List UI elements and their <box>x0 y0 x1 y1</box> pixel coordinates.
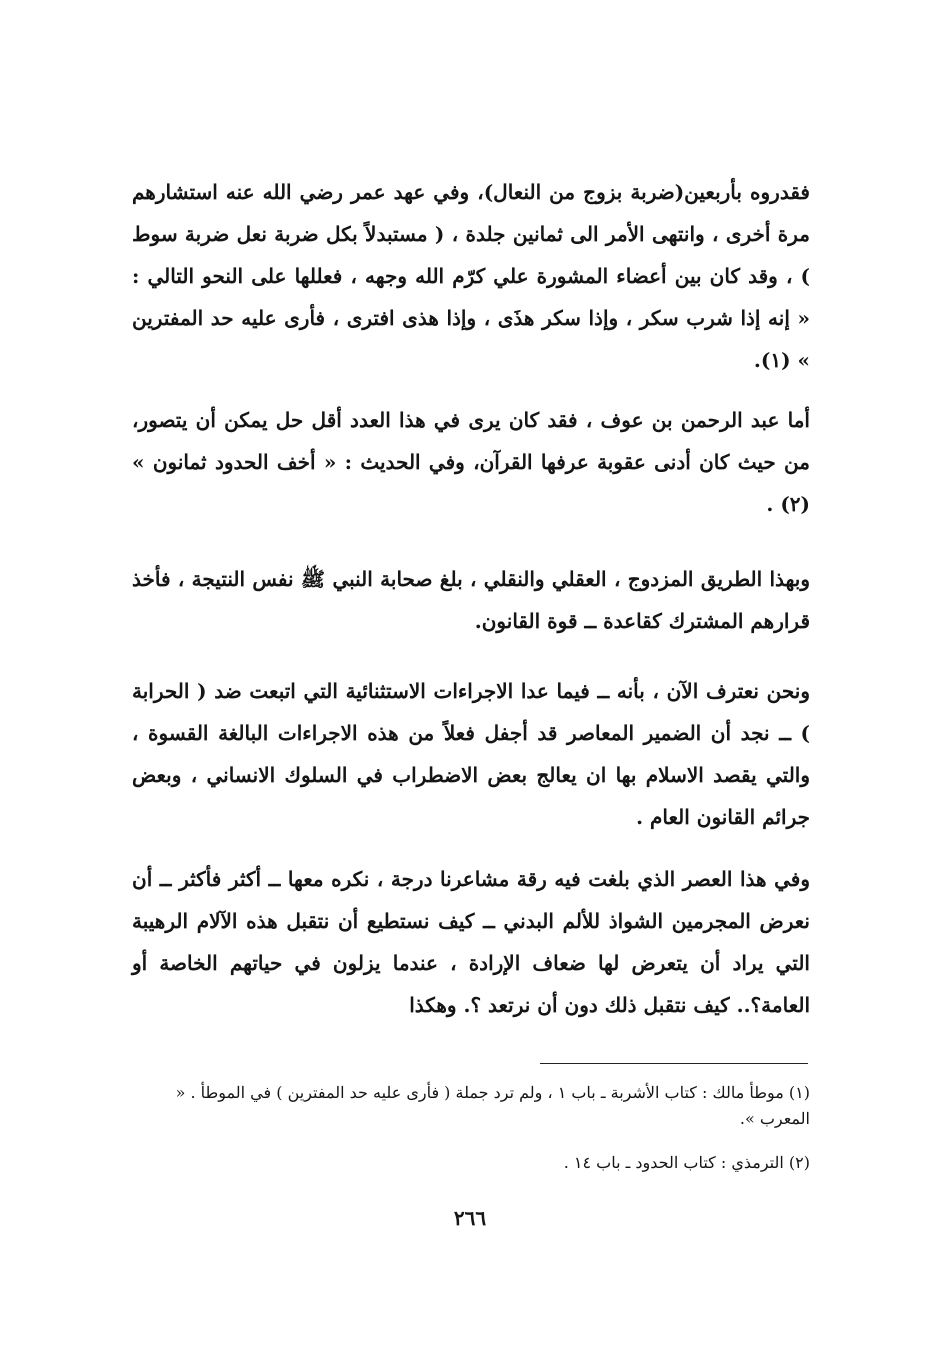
body-paragraph-1: فقدروه بأربعين(ضربة بزوج من النعال)، وفي عهد عمر رضي الله عنه استشارهم مرة أخرى ، وانتهى الأمر الى ثمانين جلدة ، ( مستبدلاً بكل ضربة نعل ضربة سوط ) ، وقد كان بين أعضاء المشورة علي كرّم الله وجهه ، فعللها على النحو التالي : « إنه إذا شرب سكر ، وإذا سكر هذَى ، وإذا هذى افترى ، فأرى عليه حد المفترين » (١). <box>132 180 810 372</box>
footnote-2: (٢) الترمذي : كتاب الحدود ـ باب ١٤ . <box>563 1153 810 1172</box>
footnote-separator <box>540 1063 808 1064</box>
body-paragraph-3: وبهذا الطريق المزدوج ، العقلي والنقلي ، بلغ صحابة النبي ﷺ نفس النتيجة ، فأخذ قرارهم المشترك كقاعدة ــ قوة القانون. <box>132 567 810 633</box>
body-paragraph-5: وفي هذا العصر الذي بلغت فيه رقة مشاعرنا درجة ، نكره معها ــ أكثر فأكثر ــ أن نعرض المجرمين الشواذ للألم البدني ــ كيف نستطيع أن نتقبل هذه الآلام الرهيبة التي يراد أن يتعرض لها ضعاف الإرادة ، عندما يزلون في حياتهم الخاصة أو العامة؟.. كيف نتقبل ذلك دون أن نرتعد ؟. وهكذا <box>132 867 810 1017</box>
footnote-1: (١) موطأ مالك : كتاب الأشربة ـ باب ١ ، ولم ترد جملة ( فأرى عليه حد المفترين ) في الموطأ . « المعرب ». <box>175 1083 810 1128</box>
page-number: ٢٦٦ <box>453 1206 487 1230</box>
body-paragraph-4: ونحن نعترف الآن ، بأنه ــ فيما عدا الاجراءات الاستثنائية التي اتبعت ضد ( الحرابة ) ــ نجد أن الضمير المعاصر قد أجفل فعلاً من هذه الاجراءات البالغة القسوة ، والتي يقصد الاسلام بها ان يعالج بعض الاضطراب في السلوك الانساني ، وبعض جرائم القانون العام . <box>132 679 810 829</box>
body-paragraph-2: أما عبد الرحمن بن عوف ، فقد كان يرى في هذا العدد أقل حل يمكن أن يتصور، من حيث كان أدنى عقوبة عرفها القرآن، وفي الحديث : « أخف الحدود ثمانون » (٢) . <box>132 408 810 516</box>
